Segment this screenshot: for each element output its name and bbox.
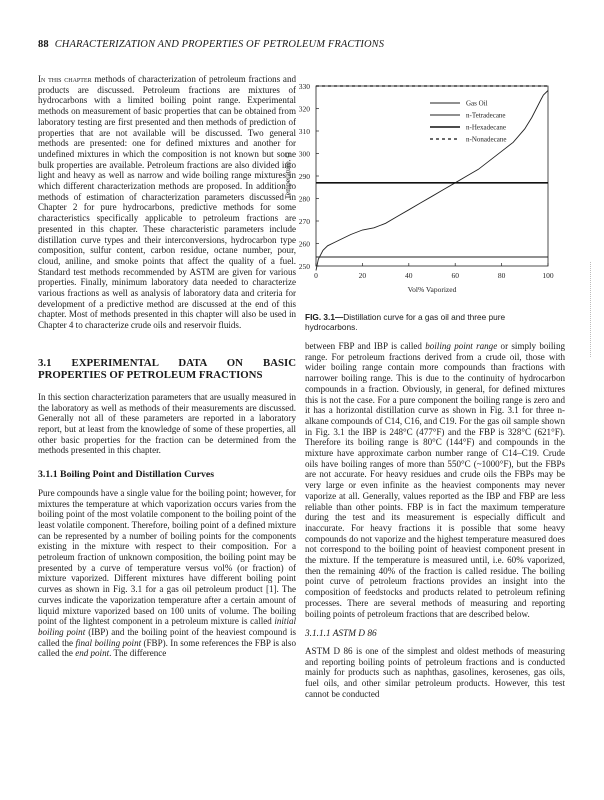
running-title: CHARACTERIZATION AND PROPERTIES OF PETROLEUM FRACTIONS <box>54 39 385 50</box>
section-heading: 3.1 EXPERIMENTAL DATA ON BASIC PROPERTIES OF PETROLEUM FRACTIONS <box>38 356 296 382</box>
left-column <box>38 74 296 659</box>
bp-text-c: (FBP). In some references the FBP is also called the <box>38 637 296 659</box>
y-tick-label: 290 <box>298 172 310 181</box>
y-tick-label: 270 <box>298 217 310 226</box>
boiling-range-paragraph <box>305 341 565 619</box>
end-point-term: end point <box>75 648 110 659</box>
legend-label: Gas Oil <box>466 99 488 108</box>
y-tick-label: 300 <box>298 149 310 159</box>
bp-text-a: Pure compounds have a single value for the boiling point; however, for mixtures the temperature at which vaporization occurs varies from the boiling point of the most volatile component to the boiling point of the least volatile component. Therefore, boiling point of a defined mixture can be represented by a number of boiling points for the components existing in the mixture with respect to their composition. For a petroleum fraction of unknown composition, the boiling point may be presented by a curve of temperature versus vol% (or fraction) of mixture vaporized. Different mixtures have different boiling point curves as shown in Fig. 3.1 for a gas oil petroleum product [1]. The curves indicate the vaporization temperature after a certain amount of liquid mixture vaporized based on 100 units of volume. The boiling point of the lightest component in a petroleum mixture is called <box>38 487 296 627</box>
x-tick-label: 60 <box>451 271 459 280</box>
margin-dots <box>590 262 595 357</box>
y-tick-label: 310 <box>298 127 310 136</box>
boiling-point-paragraph <box>38 488 296 659</box>
subsection-heading: 3.1.1 Boiling Point and Distillation Curves <box>38 469 215 481</box>
legend-label: n-Hexadecane <box>466 123 507 132</box>
right-column <box>305 341 565 700</box>
subsubsection-heading: 3.1.1.1 ASTM D 86 <box>305 629 377 640</box>
caption-label: FIG. 3.1— <box>305 312 344 322</box>
y-tick-label: 330 <box>298 82 310 91</box>
distillation-chart <box>280 76 580 308</box>
y-axis-label: Temperature, C <box>283 152 292 200</box>
x-tick-label: 80 <box>497 271 506 280</box>
range-text-b: or simply boiling range. For petroleum fractions derived from a crude oil, those with wider boiling range contain more compounds than fractions with narrower boiling range. This is due to the continuity of hydrocarbon compounds in a fraction. Obviously, in general, for defined mixtures this is not the case. For a pure component the boiling range is zero and it has a horizontal distillation curve as shown in Fig. 3.1 for three n-alkane compounds of C14, C16, and C19. For the gas oil sample shown in Fig. 3.1 the IBP is 248°C (477°F) and the FBP is 328°C (621°F). Therefore its boiling range is 80°C (144°F) and compounds in the mixture have approximate carbon number range of C14–C19. Crude oils have boiling ranges of more than 550°C (~1000°F), but the FBPs are not accurate. For heavy residues and crude oils the FBPs may be very large or even infinite as the heaviest components may never vaporize at all. Generally, values reported as the IBP and FBP are less reliable than other points. FBP is in fact the maximum temperature during the test and its measurement is especially difficult and inaccurate. For heavy fractions it is possible that some heavy compounds do not vaporize and the highest temperature measured does not correspond to the boiling point of heaviest component present in the mixture. If the temperature is measured until, i.e. 60% vaporized, then the remaining 40% of the fraction is called residue. The boiling point curve of petroleum fractions provides an insight into the composition of feedstocks and products related to petroleum refining processes. There are several methods of measuring and reporting boiling points of petroleum fractions that are described below. <box>305 341 565 619</box>
y-tick-label: 260 <box>298 239 310 249</box>
intro-paragraph <box>38 74 296 331</box>
range-term: boiling point range <box>425 341 498 351</box>
intro-lead: In this chapter <box>38 74 92 84</box>
plot-frame <box>316 86 548 266</box>
page-number: 88 <box>38 39 49 50</box>
legend-label: n-Nonadecane <box>466 135 507 144</box>
figure-caption <box>305 312 560 332</box>
y-tick-label: 280 <box>298 194 310 204</box>
range-text-a: between FBP and IBP is called <box>305 341 426 351</box>
intro-text: methods of characterization of petroleum fractions and products are discussed. Petroleum fractions are mixtures of hydrocarbons with a limited boiling point range. Experimental methods on measurement of basic properties that can be obtained from laboratory testing are first presented and then methods of prediction of properties that are not available will be discussed. Two general methods are presented: one for defined mixtures and another for undefined mixtures in which the composition is not known but some bulk properties are available. Petroleum fractions are also divided into light and heavy as well as narrow and wide boiling range mixtures in which different characterization methods are proposed. In addition to methods of estimation of characterization parameters discussed in Chapter 2 for pure hydrocarbons, predictive methods for some characteristics specifically applicable to petroleum fractions are presented in this chapter. These characteristic parameters include distillation curve types and their interconversions, hydrocarbon type composition, sulfur content, carbon residue, octane number, pour, cloud, aniline, and smoke points that affect the quality of a fuel. Standard test methods recommended by ASTM are given for various properties. Finally, minimum laboratory data needed to characterize various fractions as well as analysis of laboratory data and criteria for development of a predictive method are discussed at the end of this chapter. Most of methods presented in this chapter will also be used in Chapter 4 to characterize crude oils and reservoir fluids. <box>38 74 296 331</box>
y-tick-label: 320 <box>298 104 310 114</box>
x-tick-label: 20 <box>358 271 367 280</box>
series-line-gas-oil <box>316 91 548 271</box>
astm-paragraph: ASTM D 86 is one of the simplest and oldest methods of measuring and reporting boiling points of petroleum fractions and is conducted mainly for products such as naphthas, gasolines, kerosenes, gas oils, fuel oils, and other similar petroleum products. However, this test cannot be conducted <box>305 645 565 699</box>
bp-text-b: (IBP) and the boiling point of the heaviest compound is called the <box>38 626 296 648</box>
legend-label: n-Tetradecane <box>466 111 506 120</box>
running-header <box>38 39 384 50</box>
ibp-term: initial boiling point <box>38 616 296 637</box>
bp-text-d: . The difference <box>109 648 167 659</box>
x-axis-label: Vol% Vaporized <box>407 285 457 294</box>
x-tick-label: 0 <box>314 271 318 280</box>
x-tick-label: 100 <box>542 271 554 280</box>
fbp-term: final boiling point <box>75 637 142 648</box>
y-tick-label: 250 <box>298 262 310 271</box>
x-tick-label: 40 <box>405 271 413 280</box>
caption-text: Distillation curve for a gas oil and three pure hydrocarbons. <box>305 312 506 332</box>
section-paragraph: In this section characterization parameters that are usually measured in the laboratory as well as methods of their measurements are discussed. Generally not all of these parameters are reported in a laboratory report, but at least from the knowledge of some of these properties, all other basic properties for the fraction can be determined from the methods presented in this chapter. <box>38 391 296 456</box>
